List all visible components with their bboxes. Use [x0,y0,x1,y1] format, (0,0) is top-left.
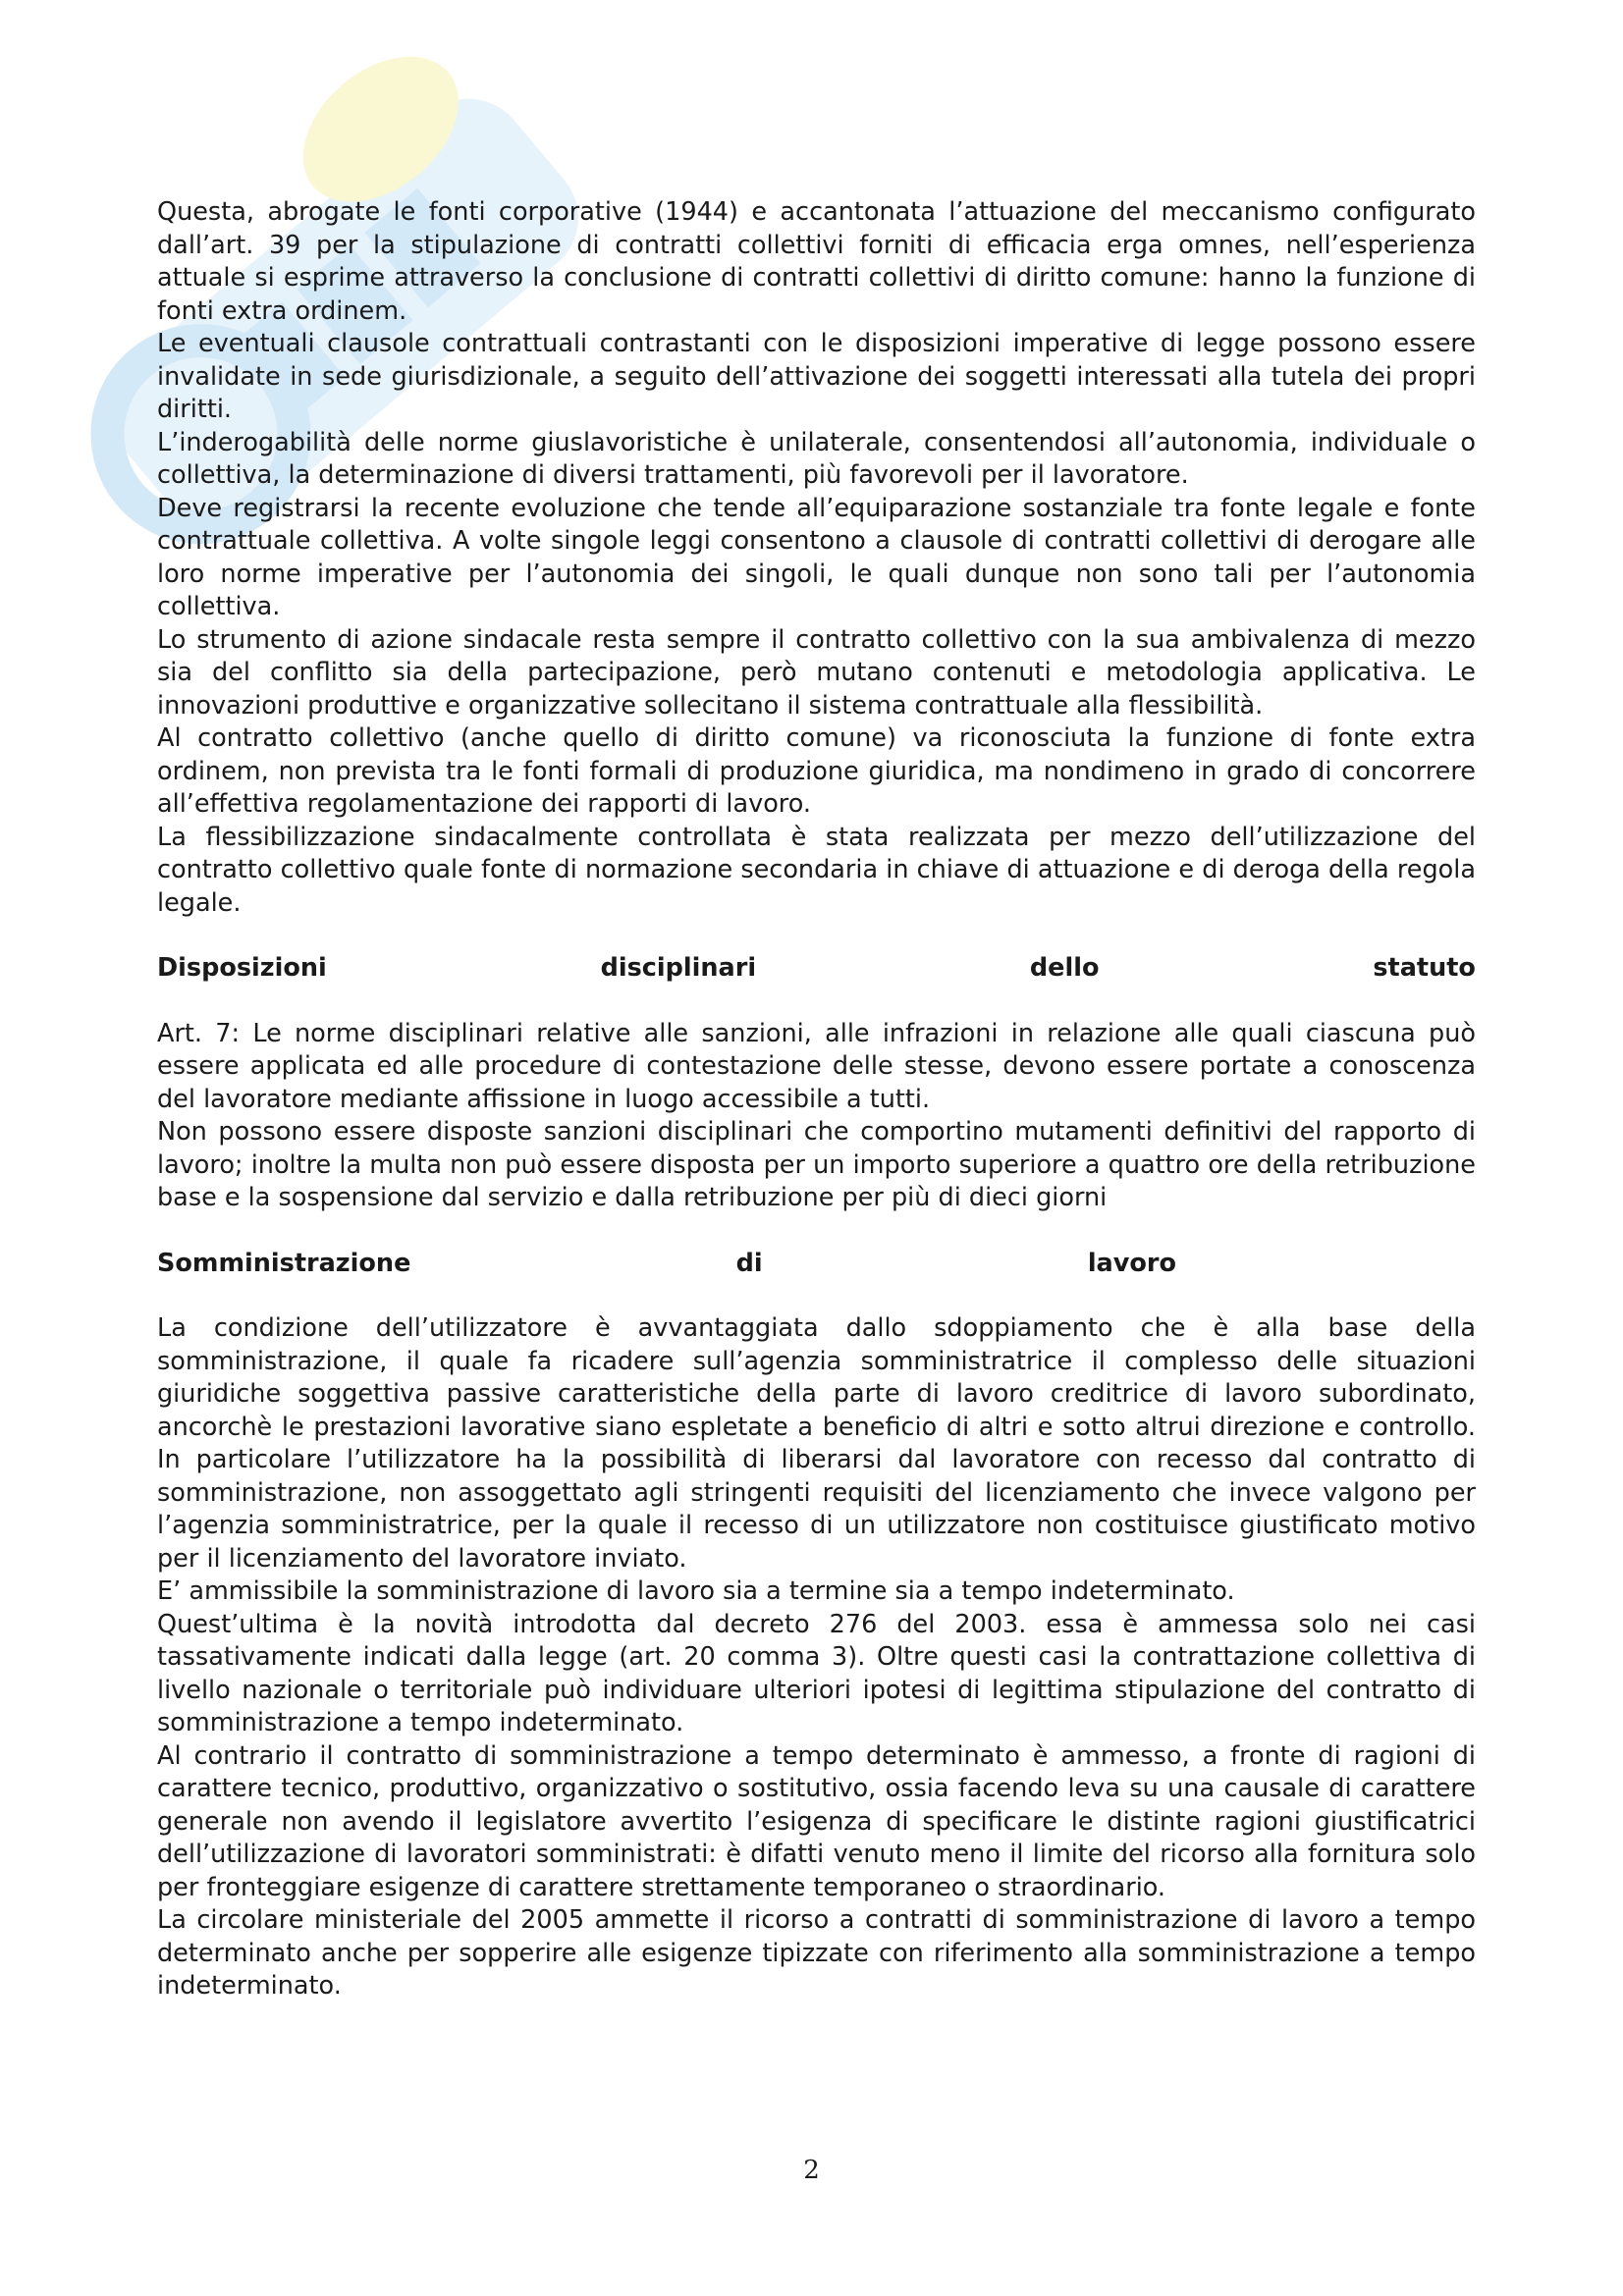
paragraph: Questa, abrogate le fonti corporative (1944) e accantonata l’attuazione del meccanismo configurato dall’art. 39 per la stipulazione di contratti collettivi forniti di efficacia erga omnes, nell’esperienza attuale si esprime attraverso la conclusione di contratti collettivi di diritto comune: hanno la funzione di fonti extra ordinem. [157,197,1476,326]
paragraph: La flessibilizzazione sindacalmente controllata è stata realizzata per mezzo dell’utilizzazione del contratto collettivo quale fonte di normazione secondaria in chiave di attuazione e di deroga della regola legale. [157,822,1476,918]
paragraph: La condizione dell’utilizzatore è avvantaggiata dallo sdoppiamento che è alla base della somministrazione, il quale fa ricadere sull’agenzia somministratrice il complesso delle situazioni giuridiche soggettiva passive caratteristiche della parte di lavoro creditrice di lavoro subordinato, ancorchè le prestazioni lavorative siano espletate a beneficio di altri e sotto altrui direzione e controllo. In particolare l’utilizzatore ha la possibilità di liberarsi dal lavoratore con recesso dal contratto di somministrazione, non assoggettato agli stringenti requisiti del licenziamento che invece valgono per l’agenzia somministratrice, per la quale il recesso di un utilizzatore non costituisce giustificato motivo per il licenziamento del lavoratore inviato. [157,1313,1476,1574]
paragraph: Non possono essere disposte sanzioni disciplinari che comportino mutamenti definitivi del rapporto di lavoro; inoltre la multa non può essere disposta per un importo superiore a quattro ore della retribuzione base e la sospensione dal servizio e dalla retribuzione per più di dieci giorni [157,1117,1476,1212]
section-disposizioni [157,1018,1476,1215]
heading-word: statuto [1373,953,1476,983]
paragraph: Deve registrarsi la recente evoluzione che tende all’equiparazione sostanziale tra fonte legale e fonte contrattuale collettiva. A volte singole leggi consentono a clausole di contratti collettivi di derogare alle loro norme imperative per l’autonomia dei singoli, le quali dunque non sono tali per l’autonomia collettiva. [157,493,1476,621]
heading-word: di [735,1248,763,1278]
paragraph: Le eventuali clausole contrattuali contrastanti con le disposizioni imperative di legge possono essere invalidate in sede giurisdizionale, a seguito dell’attivazione dei soggetti interessati alla tutela dei propri diritti. [157,329,1476,424]
heading-word: Disposizioni [157,953,327,983]
paragraph: Lo strumento di azione sindacale resta sempre il contratto collettivo con la sua ambivalenza di mezzo sia del conflitto sia della partecipazione, però mutano contenuti e metodologia applicativa. Le innovazioni produttive e organizzative sollecitano il sistema contrattuale alla flessibilità. [157,624,1476,721]
paragraph: Al contratto collettivo (anche quello di diritto comune) va riconosciuta la funzione di fonte extra ordinem, non prevista tra le fonti formali di produzione giuridica, ma nondimeno in grado di concorrere all’effettiva regolamentazione dei rapporti di lavoro. [157,723,1476,819]
heading-word: dello [1029,953,1100,983]
section-fonti [157,196,1476,920]
paragraph: E’ ammissibile la somministrazione di lavoro sia a termine sia a tempo indeterminato. [157,1576,1235,1606]
heading-word: Somministrazione [157,1248,411,1278]
paragraph: La circolare ministeriale del 2005 ammette il ricorso a contratti di somministrazione di lavoro a tempo determinato anche per sopperire alle esigenze tipizzate con riferimento alla somministrazione a tempo indeterminato. [157,1905,1476,2001]
heading-word: lavoro [1087,1248,1176,1278]
section-heading-somministrazione [157,1248,1176,1281]
paragraph: L’inderogabilità delle norme giuslavoristiche è unilaterale, consentendosi all’autonomia, individuale o collettiva, la determinazione di diversi trattamenti, più favorevoli per il lavoratore. [157,427,1476,490]
heading-word: disciplinari [600,953,757,983]
paragraph: Al contrario il contratto di somministrazione a tempo determinato è ammesso, a fronte di ragioni di carattere tecnico, produttivo, organizzativo o sostitutivo, ossia facendo leva su una causale di carattere generale non avendo il legislatore avvertito l’esigenza di specificare le distinte ragioni giustificatrici dell’utilizzazione di lavoratori somministrati: è difatti venuto meno il limite del ricorso alla fornitura solo per fronteggiare esigenze di carattere strettamente temporaneo o straordinario. [157,1740,1476,1902]
document-page [157,196,1476,2003]
paragraph: Quest’ultima è la novità introdotta dal decreto 276 del 2003. essa è ammessa solo nei casi tassativamente indicati dalla legge (art. 20 comma 3). Oltre questi casi la contrattazione collettiva di livello nazionale o territoriale può individuare ulteriori ipotesi di legittima stipulazione del contratto di somministrazione a tempo indeterminato. [157,1609,1476,1737]
section-heading-disposizioni [157,952,1476,986]
paragraph: Art. 7: Le norme disciplinari relative alle sanzioni, alle infrazioni in relazione alle quali ciascuna può essere applicata ed alle procedure di contestazione delle stesse, devono essere portate a conoscenza del lavoratore mediante affissione in luogo accessibile a tutti. [157,1018,1476,1114]
page-number: 2 [803,2156,820,2185]
section-somministrazione [157,1312,1476,2003]
